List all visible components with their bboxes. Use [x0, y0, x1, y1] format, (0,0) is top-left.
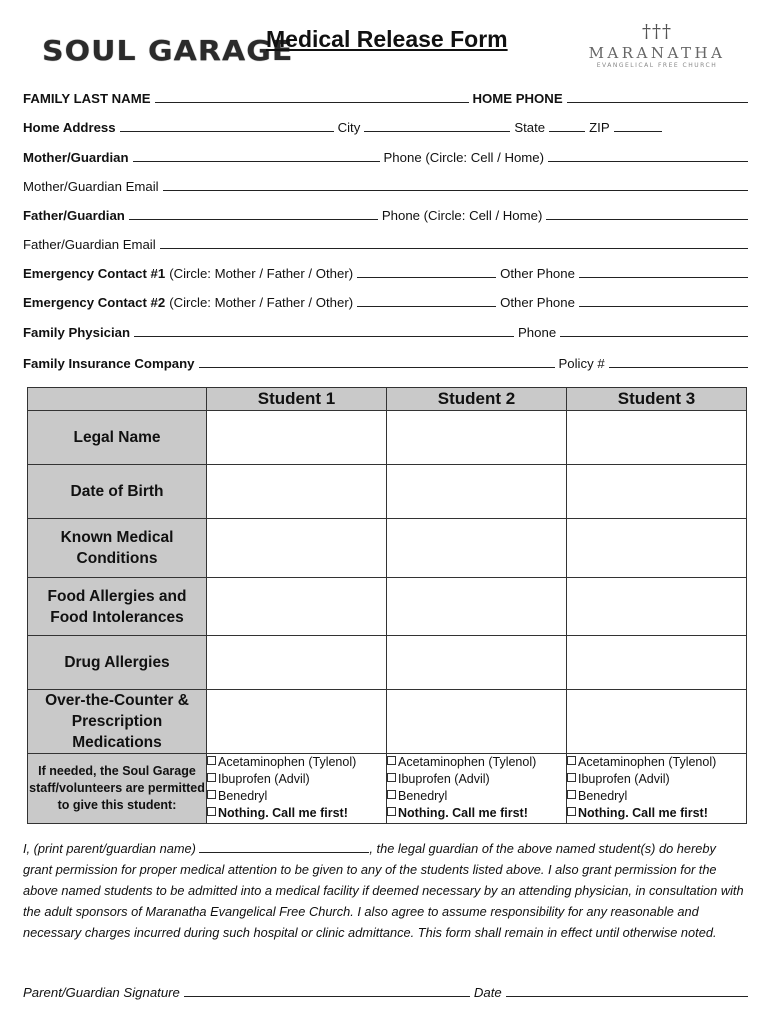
physician-phone-field[interactable] — [560, 336, 748, 337]
consent-prefix: I, (print parent/guardian name) — [23, 841, 196, 856]
page-title: Medical Release Form — [266, 26, 508, 52]
row-signature — [23, 978, 748, 1000]
home-phone-label: HOME PHONE — [472, 91, 563, 106]
table-header-row — [28, 388, 747, 411]
emergency-1-field[interactable] — [357, 277, 496, 278]
insurance-company-label: Family Insurance Company — [23, 356, 195, 371]
legal-name-student-2[interactable] — [387, 411, 567, 465]
table-row — [28, 636, 747, 690]
drug-allergies-student-1[interactable] — [207, 636, 387, 690]
city-label: City — [337, 120, 361, 135]
checkbox-icon[interactable] — [207, 790, 216, 799]
option-acetaminophen[interactable]: Acetaminophen (Tylenol) — [387, 754, 566, 771]
emergency-2-label: Emergency Contact #2 — [23, 295, 166, 310]
emergency-1-label: Emergency Contact #1 — [23, 266, 166, 281]
medications-student-3[interactable] — [567, 690, 747, 754]
option-acetaminophen[interactable]: Acetaminophen (Tylenol) — [207, 754, 386, 771]
checkbox-icon[interactable] — [387, 756, 396, 765]
row-header-medications: Over-the-Counter & Prescription Medications — [28, 690, 207, 754]
checkbox-icon[interactable] — [387, 773, 396, 782]
family-last-name-label: FAMILY LAST NAME — [23, 91, 151, 106]
row-emergency-2 — [23, 288, 748, 310]
row-insurance — [23, 349, 748, 371]
family-last-name-field[interactable] — [155, 102, 469, 103]
guardian-name-field[interactable] — [199, 840, 369, 853]
option-nothing[interactable]: Nothing. Call me first! — [387, 805, 566, 822]
home-address-label: Home Address — [23, 120, 116, 135]
row-header-permission: If needed, the Soul Garage staff/volunteers are permitted to give this student: — [28, 754, 207, 824]
mother-phone-label: Phone (Circle: Cell / Home) — [383, 150, 545, 165]
checkbox-icon[interactable] — [387, 790, 396, 799]
dob-student-2[interactable] — [387, 465, 567, 519]
row-address — [23, 113, 748, 135]
row-header-food-allergies: Food Allergies and Food Intolerances — [28, 578, 207, 636]
medications-student-2[interactable] — [387, 690, 567, 754]
checkbox-icon[interactable] — [207, 756, 216, 765]
father-guardian-label: Father/Guardian — [23, 208, 125, 223]
row-header-date-of-birth: Date of Birth — [28, 465, 207, 519]
row-physician — [23, 318, 748, 340]
emergency-1-other-phone-field[interactable] — [579, 277, 748, 278]
city-field[interactable] — [364, 131, 510, 132]
option-ibuprofen[interactable]: Ibuprofen (Advil) — [207, 771, 386, 788]
crosses-icon: ††† — [642, 21, 672, 42]
conditions-student-1[interactable] — [207, 519, 387, 578]
mother-guardian-label: Mother/Guardian — [23, 150, 129, 165]
legal-name-student-3[interactable] — [567, 411, 747, 465]
student-medical-table — [27, 387, 747, 824]
checkbox-icon[interactable] — [207, 807, 216, 816]
checkbox-icon[interactable] — [567, 773, 576, 782]
dob-student-3[interactable] — [567, 465, 747, 519]
signature-field[interactable] — [184, 996, 470, 997]
food-allergies-student-1[interactable] — [207, 578, 387, 636]
table-row — [28, 578, 747, 636]
option-nothing[interactable]: Nothing. Call me first! — [567, 805, 746, 822]
row-father-email — [23, 230, 748, 252]
option-benedryl[interactable]: Benedryl — [387, 788, 566, 805]
option-nothing[interactable]: Nothing. Call me first! — [207, 805, 386, 822]
physician-phone-label: Phone — [518, 325, 557, 340]
drug-allergies-student-3[interactable] — [567, 636, 747, 690]
emergency-2-field[interactable] — [357, 306, 496, 307]
column-header: Student 3 — [567, 388, 747, 411]
home-address-field[interactable] — [120, 131, 334, 132]
checkbox-icon[interactable] — [207, 773, 216, 782]
option-ibuprofen[interactable]: Ibuprofen (Advil) — [567, 771, 746, 788]
form-header — [0, 0, 770, 80]
father-phone-label: Phone (Circle: Cell / Home) — [381, 208, 543, 223]
checkbox-icon[interactable] — [567, 790, 576, 799]
option-benedryl[interactable]: Benedryl — [207, 788, 386, 805]
emergency-2-other-phone-field[interactable] — [579, 306, 748, 307]
row-mother — [23, 143, 748, 165]
consent-statement — [23, 838, 747, 943]
date-label: Date — [473, 985, 502, 1000]
father-email-field[interactable] — [160, 248, 748, 249]
state-label: State — [514, 120, 546, 135]
option-benedryl[interactable]: Benedryl — [567, 788, 746, 805]
checkbox-icon[interactable] — [567, 807, 576, 816]
father-phone-field[interactable] — [546, 219, 748, 220]
table-row — [28, 754, 747, 824]
medications-student-1[interactable] — [207, 690, 387, 754]
family-physician-label: Family Physician — [23, 325, 131, 340]
policy-label: Policy # — [558, 356, 605, 371]
table-row — [28, 519, 747, 578]
soul-garage-logo: SOUL GARAGE — [42, 35, 294, 68]
church-name: MARANATHA — [588, 44, 726, 62]
signature-label: Parent/Guardian Signature — [23, 985, 180, 1000]
consent-body: , the legal guardian of the above named student(s) do hereby grant permission for proper medical attention to be given to any of the students listed above. I also grant permission for the above named students to be admitted into a medical facility if deemed necessary by an attending physician, in consultation with the adult sponsors of Maranatha Evangelical Free Church. I also agree to assume responsibility for any reasonable and necessary charges incurred during such hospital or clinic admittance. This form shall remain in effect until otherwise noted. — [23, 841, 744, 940]
drug-allergies-student-2[interactable] — [387, 636, 567, 690]
father-guardian-field[interactable] — [129, 219, 378, 220]
row-emergency-1 — [23, 259, 748, 281]
food-allergies-student-3[interactable] — [567, 578, 747, 636]
options-student-3 — [567, 754, 747, 824]
emergency-1-other-phone-label: Other Phone — [500, 266, 575, 281]
row-family — [23, 84, 748, 106]
checkbox-icon[interactable] — [567, 756, 576, 765]
state-field[interactable] — [549, 131, 585, 132]
option-ibuprofen[interactable]: Ibuprofen (Advil) — [387, 771, 566, 788]
mother-phone-field[interactable] — [548, 161, 748, 162]
table-row — [28, 411, 747, 465]
row-mother-email — [23, 172, 748, 194]
option-acetaminophen[interactable]: Acetaminophen (Tylenol) — [567, 754, 746, 771]
family-physician-field[interactable] — [134, 336, 514, 337]
emergency-1-circle: (Circle: Mother / Father / Other) — [169, 266, 354, 281]
conditions-student-2[interactable] — [387, 519, 567, 578]
date-field[interactable] — [506, 996, 748, 997]
options-student-2 — [387, 754, 567, 824]
food-allergies-student-2[interactable] — [387, 578, 567, 636]
mother-email-field[interactable] — [163, 190, 748, 191]
row-header-drug-allergies: Drug Allergies — [28, 636, 207, 690]
table-corner — [28, 388, 207, 411]
church-tagline: EVANGELICAL FREE CHURCH — [596, 62, 718, 69]
dob-student-1[interactable] — [207, 465, 387, 519]
emergency-2-circle: (Circle: Mother / Father / Other) — [169, 295, 354, 310]
emergency-2-other-phone-label: Other Phone — [500, 295, 575, 310]
home-phone-field[interactable] — [567, 102, 748, 103]
column-header: Student 2 — [387, 388, 567, 411]
conditions-student-3[interactable] — [567, 519, 747, 578]
row-father — [23, 201, 748, 223]
legal-name-student-1[interactable] — [207, 411, 387, 465]
mother-email-label: Mother/Guardian Email — [23, 179, 159, 194]
table-row — [28, 690, 747, 754]
policy-field[interactable] — [609, 367, 748, 368]
insurance-company-field[interactable] — [199, 367, 555, 368]
father-email-label: Father/Guardian Email — [23, 237, 156, 252]
zip-field[interactable] — [614, 131, 662, 132]
row-header-medical-conditions: Known Medical Conditions — [28, 519, 207, 578]
row-header-legal-name: Legal Name — [28, 411, 207, 465]
options-student-1 — [207, 754, 387, 824]
column-header: Student 1 — [207, 388, 387, 411]
mother-guardian-field[interactable] — [133, 161, 380, 162]
table-row — [28, 465, 747, 519]
zip-label: ZIP — [589, 120, 610, 135]
checkbox-icon[interactable] — [387, 807, 396, 816]
maranatha-logo — [582, 22, 732, 70]
